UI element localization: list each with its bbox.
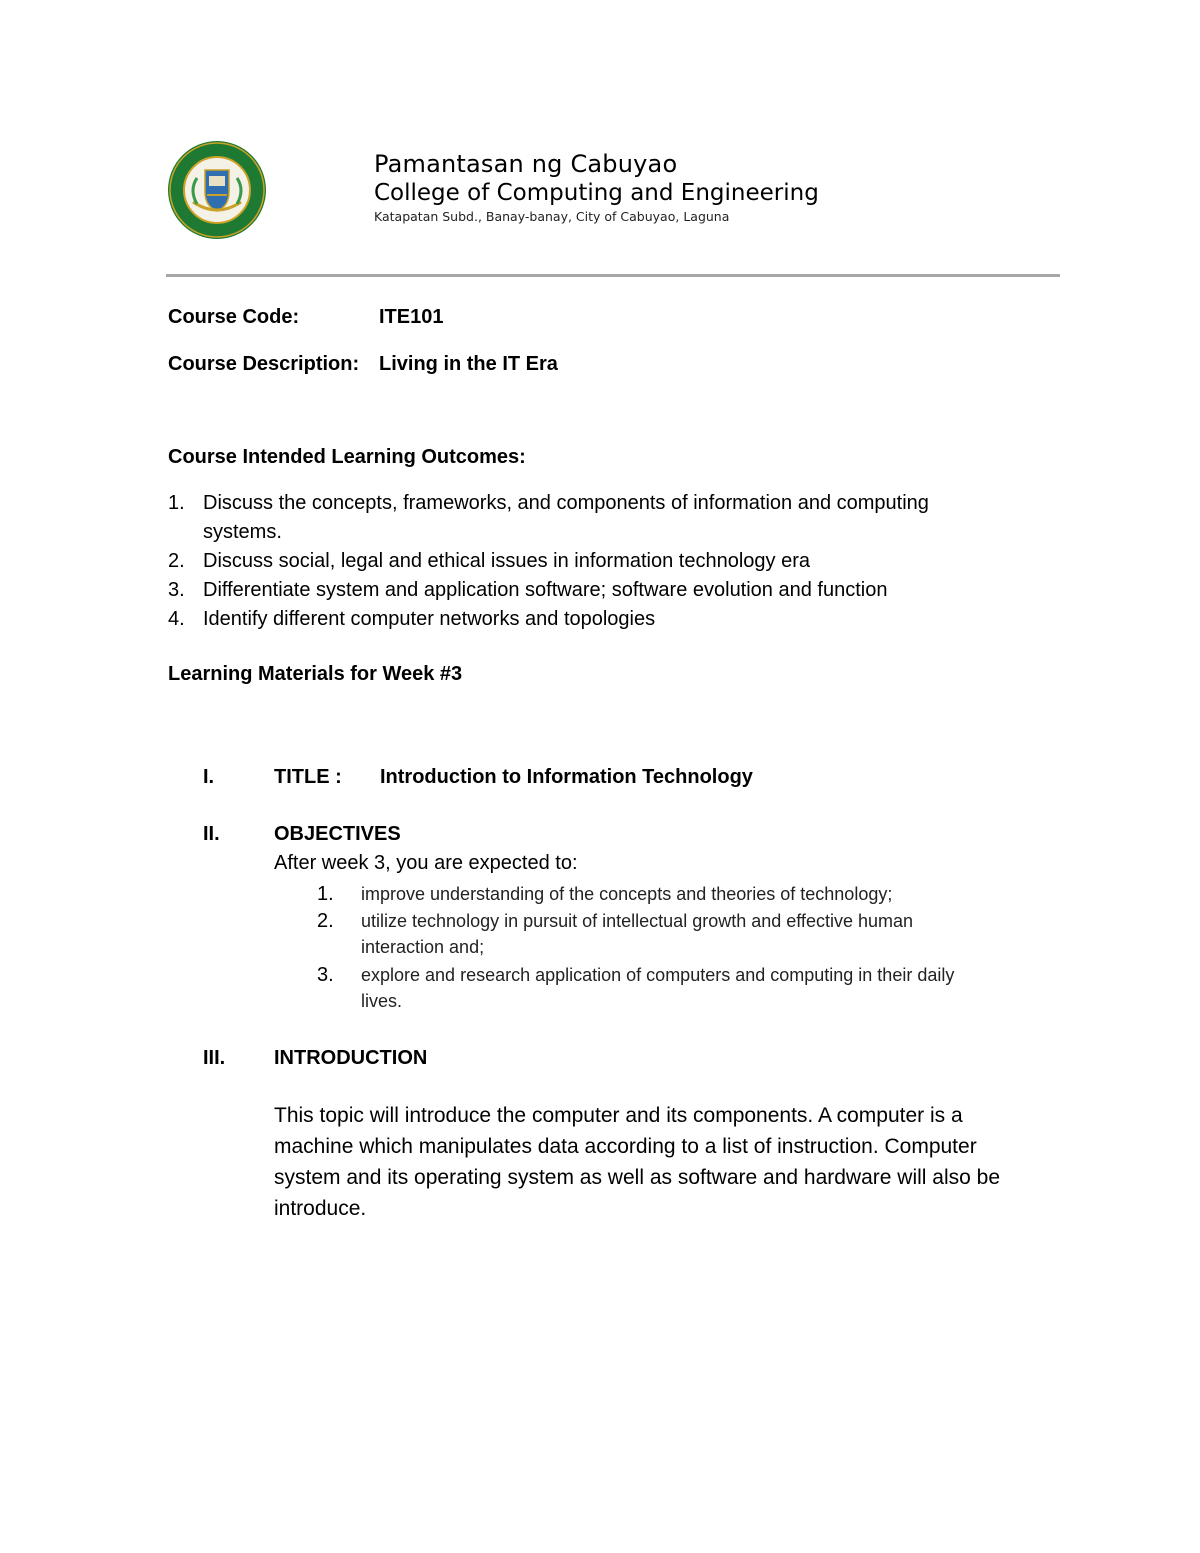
objectives-intro: After week 3, you are expected to: <box>274 852 578 874</box>
introduction-paragraph-line-1: This topic will introduce the computer and its components. A computer is a <box>274 1104 963 1127</box>
university-seal-logo <box>167 140 267 240</box>
course-code-value: ITE101 <box>379 306 444 328</box>
clo-item-4-number: 4. <box>168 608 185 630</box>
objective-1-text: improve understanding of the concepts and theories of technology; <box>361 884 893 904</box>
objective-3-number: 3. <box>317 964 334 986</box>
course-description-label: Course Description: <box>168 353 360 375</box>
clo-item-1-text-cont: systems. <box>203 521 282 543</box>
objective-1-number: 1. <box>317 883 334 905</box>
objective-2-text-cont: interaction and; <box>361 937 485 957</box>
objective-2-text: utilize technology in pursuit of intellectual growth and effective human <box>361 911 913 931</box>
section-objectives-label: OBJECTIVES <box>274 823 401 845</box>
section-objectives-number: II. <box>203 823 220 845</box>
clo-item-3-number: 3. <box>168 579 185 601</box>
objective-2-number: 2. <box>317 910 334 932</box>
clo-item-1-text: Discuss the concepts, frameworks, and components of information and computing <box>203 492 929 514</box>
clo-item-2-number: 2. <box>168 550 185 572</box>
learning-materials-heading: Learning Materials for Week #3 <box>168 663 463 685</box>
section-title-label: TITLE : <box>274 766 342 788</box>
section-title-number: I. <box>203 766 215 788</box>
section-introduction-label: INTRODUCTION <box>274 1047 428 1069</box>
objective-3-text-cont: lives. <box>361 991 403 1011</box>
introduction-paragraph-line-4: introduce. <box>274 1197 367 1220</box>
clo-item-2-text: Discuss social, legal and ethical issues in information technology era <box>203 550 810 572</box>
clo-item-3-text: Differentiate system and application software; software evolution and function <box>203 579 888 601</box>
university-name: Pamantasan ng Cabuyao <box>374 150 678 178</box>
college-name: College of Computing and Engineering <box>374 180 819 206</box>
course-code-label: Course Code: <box>168 306 300 328</box>
clo-heading: Course Intended Learning Outcomes: <box>168 446 526 468</box>
course-description-value: Living in the IT Era <box>379 353 558 375</box>
clo-item-1-number: 1. <box>168 492 185 514</box>
header-divider <box>166 274 1060 277</box>
section-title-value: Introduction to Information Technology <box>380 766 753 788</box>
college-address: Katapatan Subd., Banay-banay, City of Cabuyao, Laguna <box>374 209 730 224</box>
introduction-paragraph-line-2: machine which manipulates data according to a list of instruction. Computer <box>274 1135 977 1158</box>
introduction-paragraph-line-3: system and its operating system as well as software and hardware will also be <box>274 1166 1000 1189</box>
section-introduction-number: III. <box>203 1047 226 1069</box>
clo-item-4-text: Identify different computer networks and topologies <box>203 608 656 630</box>
objective-3-text: explore and research application of computers and computing in their daily <box>361 965 955 985</box>
